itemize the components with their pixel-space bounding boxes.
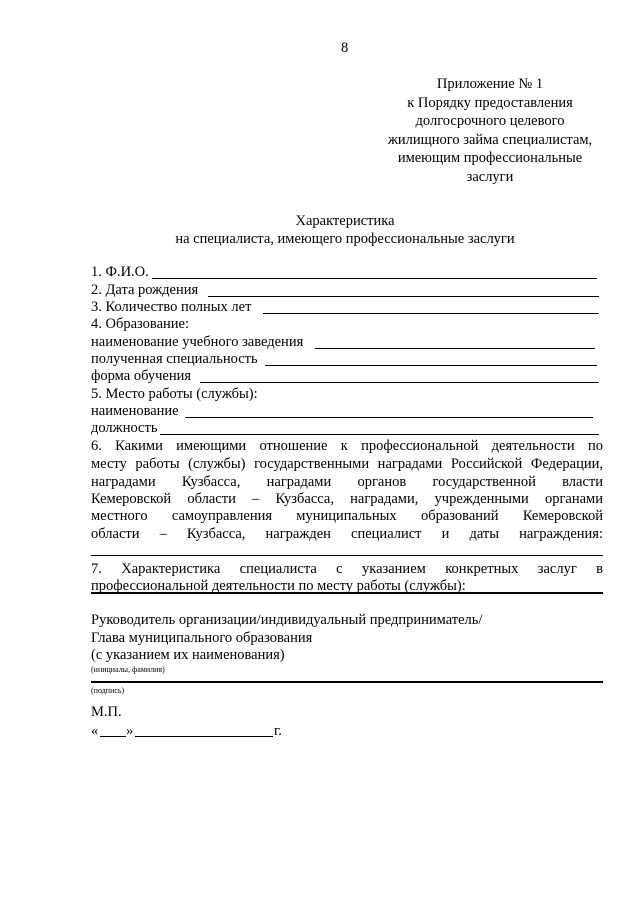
page-number: 8 [341,40,349,56]
study-form-label: форма обучения [91,368,192,384]
item6-line: области – Кузбасса, награжден специалист и даты награждения: [91,526,603,542]
stamp-label: М.П. [91,704,122,720]
item7-line: профессиональной деятельности по месту работы (службы): [91,578,466,594]
appendix-line: к Порядку предоставления [407,94,573,111]
year-suffix: г. [274,723,282,739]
full-years-underline[interactable] [263,313,599,314]
date-month-underline[interactable] [135,736,273,737]
document-subtitle: на специалиста, имеющего профессиональные заслуги [175,231,515,247]
workplace-label: 5. Место работы (службы): [91,386,258,402]
institution-underline[interactable] [315,348,595,349]
item6-line: 6. Какими имеющими отношение к профессиональной деятельности по [91,438,603,454]
appendix-block [370,75,610,186]
sign-caption: (подпись) [91,686,125,695]
appendix-line: жилищного займа специалистам, [387,131,593,148]
signature-line: Руководитель организации/индивидуальный предприниматель/ [91,612,483,628]
date-close-quote: » [126,723,134,739]
birth-date-underline[interactable] [208,296,599,297]
fio-underline[interactable] [152,278,597,279]
education-label: 4. Образование: [91,316,190,332]
initials-caption: (инициалы, фамилия) [91,665,165,674]
position-underline[interactable] [160,434,599,435]
item7-line: 7. Характеристика специалиста с указанием конкретных заслуг в [91,561,603,577]
item7-answer-line[interactable] [91,592,603,594]
item6-answer-line[interactable] [91,555,603,556]
date-day-underline[interactable] [100,736,126,737]
birth-date-label: 2. Дата рождения [91,282,199,298]
item6-line: Кемеровской области – Кузбасса, наградами, учрежденными органами [91,491,603,507]
study-form-underline[interactable] [200,382,599,383]
signature-line: (с указанием их наименования) [91,647,285,663]
item6-line: местного самоуправления муниципальных образований Кемеровской [91,508,603,524]
specialty-label: полученная специальность [91,351,258,367]
fio-label: 1. Ф.И.О. [91,264,149,280]
full-years-label: 3. Количество полных лет [91,299,252,315]
item6-line: месту работы (службы) государственными наградами Российской Федерации, [91,456,603,472]
signature-line: Глава муниципального образования [91,630,313,646]
appendix-line: заслуги [466,168,514,185]
workplace-name-underline[interactable] [185,417,593,418]
workplace-name-label: наименование [91,403,179,419]
specialty-underline[interactable] [265,365,597,366]
appendix-line: долгосрочного целевого [415,113,565,129]
position-label: должность [91,420,158,436]
date-open-quote: « [91,723,99,739]
appendix-line: имеющим профессиональные [397,150,583,166]
appendix-line: Приложение № 1 [436,76,544,92]
item6-line: наградами Кузбасса, наградами органов государственной власти [91,474,603,490]
institution-label: наименование учебного заведения [91,334,304,350]
document-title: Характеристика [295,213,395,229]
signature-underline[interactable] [91,681,603,683]
